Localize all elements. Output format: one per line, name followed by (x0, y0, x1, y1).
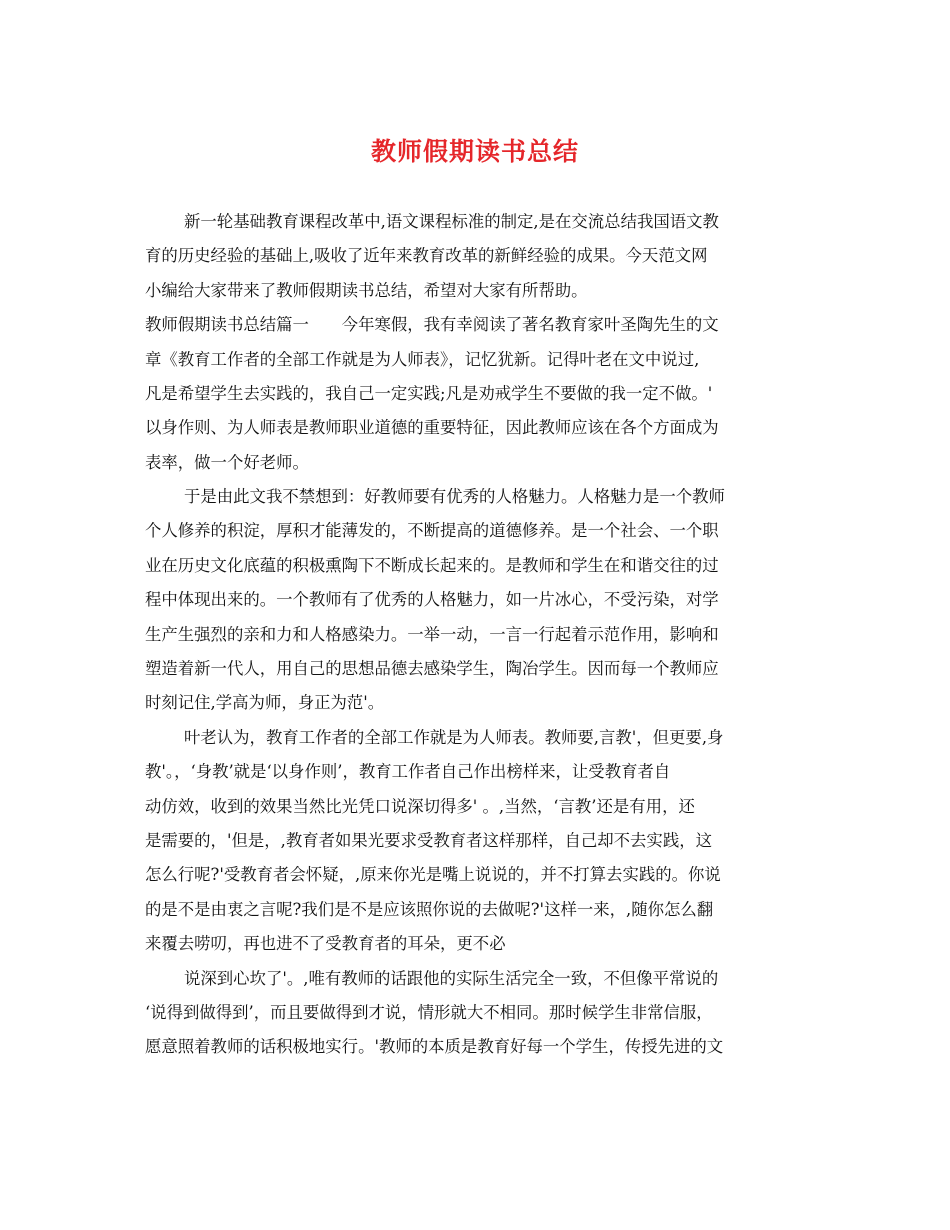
paragraph-line: 小编给大家带来了教师假期读书总结，希望对大家有所帮助。 (145, 281, 588, 300)
paragraph-line: 育的历史经验的基础上,吸收了近年来教育改革的新鲜经验的成果。今天范文网 (145, 246, 708, 265)
paragraph-line: 个人修养的积淀，厚积才能薄发的，不断提高的道德修养。是一个社会、一个职 (145, 521, 719, 540)
paragraph-line: 叶老认为，教育工作者的全部工作就是为人师表。教师要,言教'，但更要,身 (184, 728, 724, 747)
paragraph-line: 说深到心坎了'。,唯有教师的话跟他的实际生活完全一致，不但像平常说的 (184, 969, 719, 988)
paragraph-line: ‘说得到做得到’，而且要做得到才说，情形就大不相同。那时候学生非常信服， (145, 1003, 713, 1022)
paragraph-line: 程中体现出来的。一个教师有了优秀的人格魅力，如一片冰心，不受污染，对学 (145, 590, 719, 609)
paragraph-line: 教师假期读书总结篇一 今年寒假，我有幸阅读了著名教育家叶圣陶先生的文 (145, 315, 719, 334)
paragraph-line: 业在历史文化底蕴的积极熏陶下不断成长起来的。是教师和学生在和谐交往的过 (145, 556, 719, 575)
document-title: 教师假期读书总结 (370, 137, 579, 166)
paragraph-line: 生产生强烈的亲和力和人格感染力。一举一动，一言一行起着示范作用，影响和 (145, 625, 719, 644)
paragraph-line: 新一轮基础教育课程改革中,语文课程标准的制定,是在交流总结我国语文教 (184, 212, 719, 231)
paragraph-line: 章《教育工作者的全部工作就是为人师表》，记忆犹新。记得叶老在文中说过, (145, 350, 700, 369)
paragraph-line: 是需要的，'但是，,教育者如果光要求受教育者这样那样，自己却不去实践，这 (145, 831, 712, 850)
paragraph-line: 动仿效，收到的效果当然比光凭口说深切得多' 。,当然，‘言教’还是有用，还 (145, 797, 695, 816)
paragraph-line: 教'。，‘身教’就是‘以身作则’，教育工作者自己作出榜样来，让受教育者自 (145, 762, 671, 781)
paragraph-line: 时刻记住,学高为师，身正为范'。 (145, 693, 385, 712)
paragraph-line: 凡是希望学生去实践的，我自己一定实践;凡是劝戒学生不要做的我一定不做。' (145, 384, 713, 403)
paragraph-line: 的是不是由衷之言呢?我们是不是应该照你说的去做呢?'这样一来，,随你怎么翻 (145, 900, 714, 919)
paragraph-line: 怎么行呢?'受教育者会怀疑，,原来你光是嘴上说说的，并不打算去实践的。你说 (145, 865, 721, 884)
paragraph-line: 以身作则、为人师表是教师职业道德的重要特征，因此教师应该在各个方面成为 (145, 418, 719, 437)
paragraph-line: 塑造着新一代人，用自己的思想品德去感染学生，陶冶学生。因而每一个教师应 (145, 659, 719, 678)
paragraph-line: 愿意照着教师的话积极地实行。'教师的本质是教育好每一个学生，传授先进的文 (145, 1037, 724, 1056)
paragraph-line: 来覆去唠叨，再也进不了受教育者的耳朵，更不必 (145, 934, 506, 953)
paragraph-line: 于是由此文我不禁想到：好教师要有优秀的人格魅力。人格魅力是一个教师 (184, 487, 725, 506)
paragraph-line: 表率，做一个好老师。 (145, 453, 309, 472)
